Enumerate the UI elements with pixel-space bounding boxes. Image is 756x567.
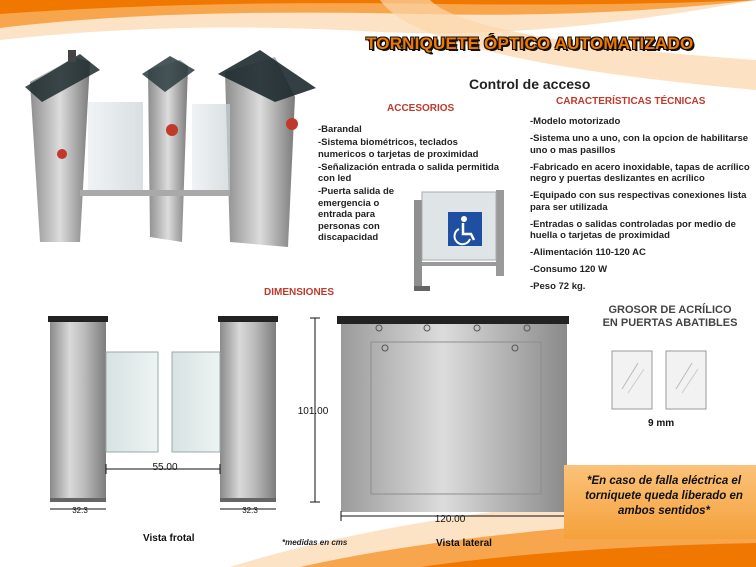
list-item: -Modelo motorizado [530,116,621,127]
grosor-heading [590,304,750,330]
left-glass-door [106,352,158,452]
list-item: -Peso 72 kg. [530,281,586,292]
list-item: -Barandal [318,124,362,135]
dimension-gap: 55.00 [152,462,178,473]
acrylic-sample [666,351,706,409]
list-item: -Sistema biométricos, teclados numericos o tarjetas de proximidad [318,137,479,160]
dimensiones-heading: DIMENSIONES [264,287,335,298]
right-glass-door [172,352,220,452]
turnstile-photo [20,42,320,257]
list-item: -Sistema uno a uno, con la opcion de habilitarse uno o mas pasillos [530,133,749,156]
page-title: TORNIQUETE ÓPTICO AUTOMATIZADO [366,34,694,53]
accesorios-heading: ACCESORIOS [387,103,455,114]
list-item: -Señalización entrada o salida permitida con led [318,161,500,184]
turnstile-middle-cabinet [142,56,195,242]
list-item: -Alimentación 110-120 AC [530,247,646,258]
list-item: -Entradas o salidas controladas por medio de huella o tarjetas de proximidad [530,218,736,241]
x-mark-icon [166,124,178,136]
acrylic-sample [612,351,652,409]
grosor-heading-line2: EN PUERTAS ABATIBLES [602,317,738,329]
dimension-post-left: 32.3 [72,506,88,515]
power-failure-note: *En caso de falla eléctrica el torniquete queda liberado en ambos sentidos* [585,475,743,517]
dimension-height: 101.00 [297,406,329,417]
turnstile-right-cabinet [218,50,316,247]
thickness-label: 9 mm [648,418,675,429]
grosor-heading-line1: GROSOR DE ACRÍLICO [608,304,732,316]
list-item: -Puerta salida de emergencia o entrada para personas con discapacidad [318,186,395,243]
side-panel [341,324,567,512]
dimension-post-right: 32.3 [242,506,258,515]
side-view-drawing [335,312,575,527]
front-view-label: Vista frotal [143,533,195,544]
acrylic-samples [608,349,718,414]
right-post [220,318,276,502]
front-view-drawing [40,312,330,527]
caracteristicas-list [530,116,752,298]
units-note: *medidas en cms [282,538,348,547]
accessible-gate-photo [408,186,518,296]
caracteristicas-heading: CARACTERÍSTICAS TÉCNICAS [556,96,706,107]
list-item: -Fabricado en acero inoxidable, tapas de acrílico negro y puertas deslizantes en acrílico [530,161,750,184]
side-view-label: Vista lateral [436,538,492,549]
dimension-length: 120.00 [434,514,466,525]
list-item: -Equipado con sus respectivas conexiones lista para ser utilizada [530,190,747,213]
list-item: -Consumo 120 W [530,264,608,275]
turnstile-glass-panel [88,102,143,192]
page-subtitle: Control de acceso [469,76,591,92]
left-post [50,318,106,502]
